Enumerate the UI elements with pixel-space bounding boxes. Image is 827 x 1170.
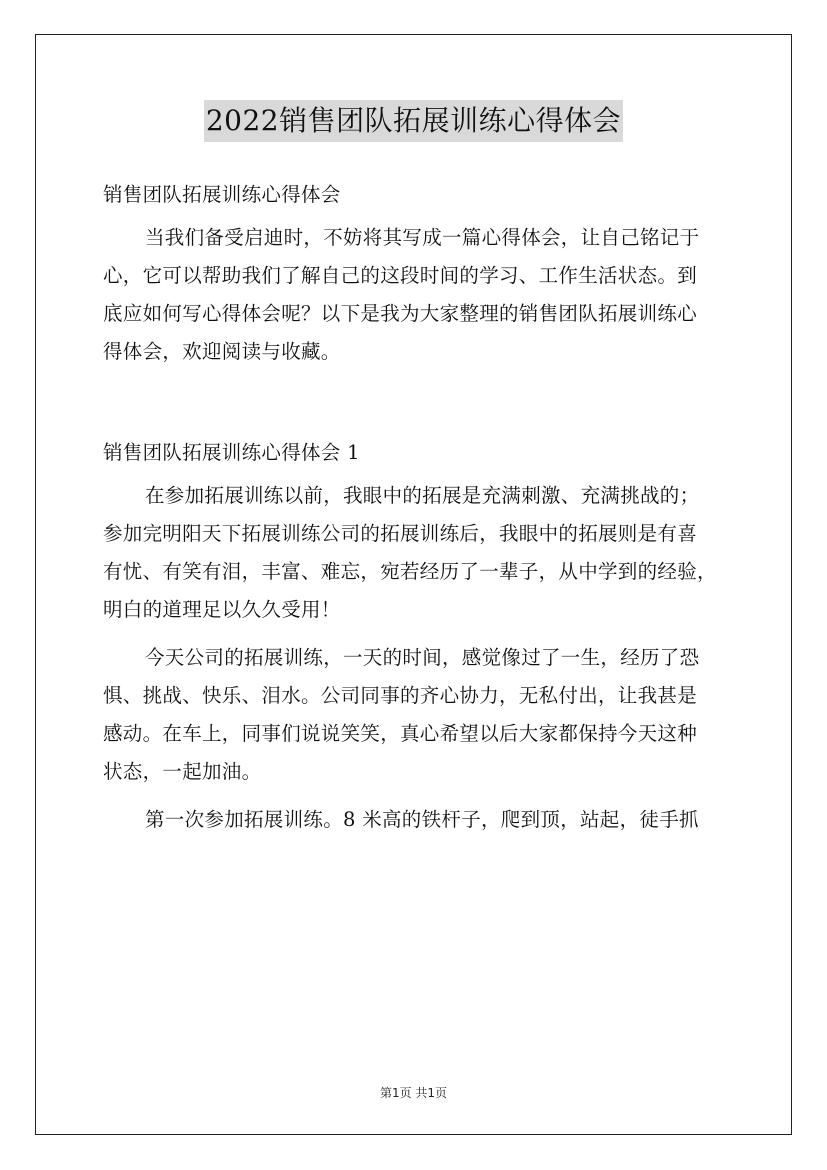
title-container bbox=[0, 100, 827, 142]
section-heading: 销售团队拓展训练心得体会 1 bbox=[103, 441, 360, 464]
paragraph-line: 感动。在车上，同事们说说笑笑，真心希望以后大家都保持今天这种 bbox=[103, 722, 698, 745]
intro-paragraph bbox=[103, 219, 743, 371]
paragraph-line: 底应如何写心得体会呢？以下是我为大家整理的销售团队拓展训练心 bbox=[103, 302, 698, 325]
paragraph-line: 当我们备受启迪时，不妨将其写成一篇心得体会，让自己铭记于 bbox=[145, 226, 700, 249]
page-footer: 第1页 共1页 bbox=[379, 1086, 448, 1100]
paragraph-3 bbox=[103, 801, 743, 839]
subtitle: 销售团队拓展训练心得体会 bbox=[103, 183, 341, 206]
paragraph-line: 在参加拓展训练以前，我眼中的拓展是充满刺激、充满挑战的； bbox=[145, 484, 700, 507]
paragraph-line: 心，它可以帮助我们了解自己的这段时间的学习、工作生活状态。到 bbox=[103, 264, 698, 287]
document-title: 2022销售团队拓展训练心得体会 bbox=[204, 100, 623, 142]
paragraph-line: 明白的道理足以久久受用！ bbox=[103, 598, 341, 621]
paragraph-line: 今天公司的拓展训练，一天的时间，感觉像过了一生，经历了恐 bbox=[145, 646, 700, 669]
paragraph-line: 有忧、有笑有泪，丰富、难忘，宛若经历了一辈子，从中学到的经验， bbox=[103, 560, 717, 583]
paragraph-line: 参加完明阳天下拓展训练公司的拓展训练后，我眼中的拓展则是有喜 bbox=[103, 522, 698, 545]
paragraph-2 bbox=[103, 639, 743, 791]
paragraph-line: 惧、挑战、快乐、泪水。公司同事的齐心协力，无私付出，让我甚是 bbox=[103, 684, 698, 707]
paragraph-line: 状态，一起加油。 bbox=[103, 760, 262, 783]
document-body bbox=[103, 175, 743, 845]
paragraph-line: 得体会，欢迎阅读与收藏。 bbox=[103, 340, 341, 363]
paragraph-1 bbox=[103, 477, 743, 629]
paragraph-line: 第一次参加拓展训练。8 米高的铁杆子，爬到顶，站起，徒手抓 bbox=[145, 808, 699, 831]
